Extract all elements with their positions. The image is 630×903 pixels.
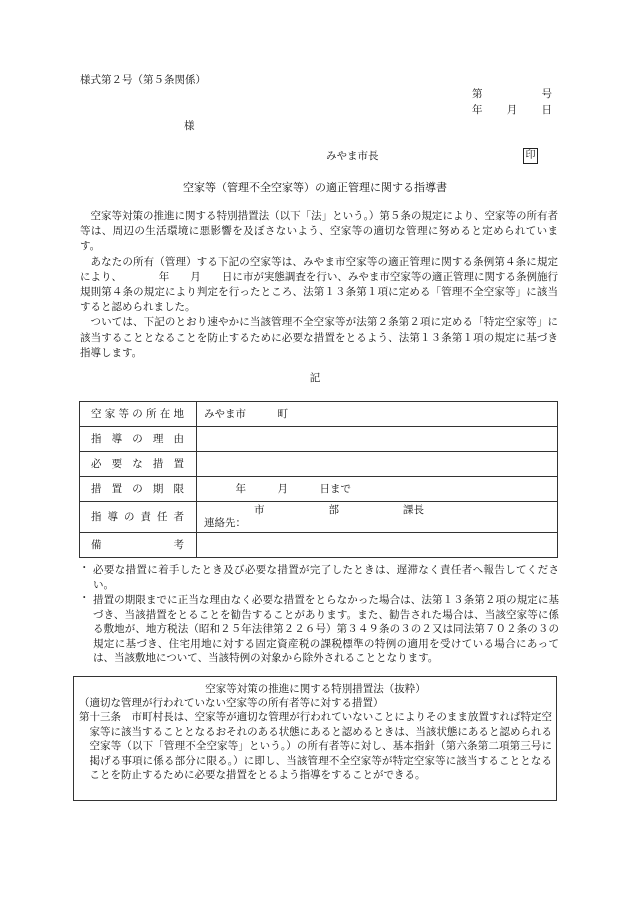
responsible-section: 課長 <box>403 504 424 516</box>
list-item <box>79 563 559 592</box>
date-year: 年 <box>472 104 483 116</box>
law-excerpt-box <box>73 676 557 801</box>
value-deadline: 年 月 日まで <box>197 477 558 502</box>
label-responsible <box>80 502 197 533</box>
table-row <box>80 402 558 427</box>
bullet-mark: ・ <box>79 592 90 604</box>
addressee-suffix: 様 <box>184 120 195 132</box>
label-text-deadline: 措 置 の 期 限 <box>91 482 184 495</box>
responsible-dept <box>254 505 424 516</box>
doc-number-suffix: 号 <box>541 88 552 100</box>
note-text: 必要な措置に着手したとき及び必要な措置が完了したときは、遅滞なく責任者へ報告してください。 <box>93 564 559 591</box>
label-location <box>80 402 197 427</box>
label-text-measures: 必 要 な 措 置 <box>91 457 184 470</box>
value-remarks <box>197 533 558 558</box>
doc-number-prefix: 第 <box>472 88 483 100</box>
responsible-department: 部 <box>328 504 339 516</box>
guidance-table <box>79 401 558 558</box>
label-text-responsible: 指 導 の 責 任 者 <box>91 510 184 523</box>
table-row <box>80 452 558 477</box>
responsible-city: 市 <box>254 504 265 516</box>
label-remarks <box>80 533 197 558</box>
value-reason <box>197 427 558 452</box>
label-text-location: 空 家 等 の 所 在 地 <box>91 407 184 420</box>
list-item <box>79 593 559 666</box>
ki-heading: 記 <box>309 372 321 384</box>
table-row <box>80 533 558 558</box>
sender-name: みやま市長 <box>326 150 379 162</box>
body-paragraph-3: ついては、下記のとおり速やかに当該管理不全空家等が法第２条第２項に定める「特定空家等」に該当することとなることを防止するために必要な措置をとるよう、法第１３条第１項の規定に基づき指導します。 <box>80 316 558 359</box>
table-row <box>80 427 558 452</box>
value-location: みやま市 町 <box>197 402 558 427</box>
document-body <box>80 209 558 361</box>
document-title: 空家等（管理不全空家等）の適正管理に関する指導書 <box>183 181 447 194</box>
date-day: 日 <box>541 104 552 116</box>
note-text: 措置の期限までに正当な理由なく必要な措置をとらなかった場合は、法第１３条第２項の規定に基づき、当該措置をとることを勧告することがあります。また、勧告された場合は、当該空家等に係る敷地が、地方税法（昭和２５年法律第２２６号）第３４９条の３の２又は同法第７０２条の３の規定に基づき、住宅用地に対する固定資産税の課税標準の特例の適用を受けている場合にあっては、当該敷地について、当該特例の対象から除外されることとなります。 <box>93 594 559 664</box>
body-paragraph-2: あなたの所有（管理）する下記の空家等は、みやま市空家等の適正管理に関する条例第４条に規定により、 年 月 日に市が実態調査を行い、みやま市空家等の適正管理に関する条例施行規則第４条の規定により判定を行ったところ、法第１３条第１項に定める「管理不全空家等」に該当すると認められました。 <box>80 255 558 314</box>
bullet-mark: ・ <box>79 562 90 574</box>
notes-list <box>79 563 559 667</box>
seal-box: 印 <box>523 148 538 164</box>
label-text-reason: 指 導 の 理 由 <box>91 432 184 445</box>
table-row <box>80 477 558 502</box>
responsible-cell <box>204 502 557 532</box>
value-responsible <box>197 502 558 533</box>
form-number: 様式第２号（第５条関係） <box>80 74 206 86</box>
body-paragraph-1: 空家等対策の推進に関する特別措置法（以下「法」という。）第５条の規定により、空家等の所有者等は、周辺の生活環境に悪影響を及ぼさないよう、空家等の適切な管理に努めると定められています。 <box>80 210 558 253</box>
label-text-remarks: 備 考 <box>91 538 184 551</box>
excerpt-title: 空家等対策の推進に関する特別措置法（抜粋） <box>205 683 426 695</box>
date-month: 月 <box>506 104 518 116</box>
value-measures <box>197 452 558 477</box>
label-reason <box>80 427 197 452</box>
excerpt-subtitle: （適切な管理が行われていない空家等の所有者等に対する措置） <box>79 697 384 709</box>
label-measures <box>80 452 197 477</box>
document-date <box>472 105 552 116</box>
document-number <box>472 89 552 100</box>
responsible-contact: 連絡先： <box>204 517 246 529</box>
excerpt-article: 第十三条 市町村長は、空家等が適切な管理が行われていないことによりそのまま放置すれば特定空家等に該当することとなるおそれのある状態にあると認めるときは、当該状態にあると認められる空家等（以下「管理不全空家等」という。）の所有者等に対し、基本指針（第六条第二項第三号に掲げる事項に係る部分に限る。）に即し、当該管理不全空家等が特定空家等に該当することとなることを防止するために必要な措置をとるよう指導をすることができる。 <box>79 711 552 782</box>
table-row <box>80 502 558 533</box>
label-deadline <box>80 477 197 502</box>
